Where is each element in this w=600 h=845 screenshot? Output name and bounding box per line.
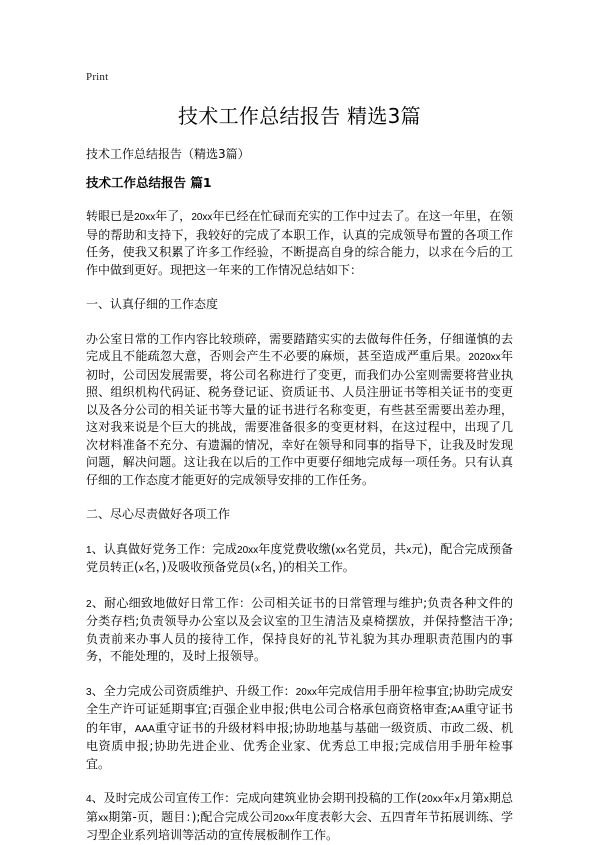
document-section-heading: 技术工作总结报告 篇1 xyxy=(86,175,212,190)
paragraph-list xyxy=(86,208,513,845)
document-subtitle: 技术工作总结报告（精选3篇） xyxy=(86,147,250,161)
paragraph-item-1: 1、认真做好党务工作：完成20xx年度党费收缴(xx名党员，共x元)，配合完成预备党员转正(x名，)及吸收预备党员(x名，)的相关工作。 xyxy=(86,541,513,574)
paragraph-section-1-body: 办公室日常的工作内容比较琐碎，需要踏踏实实的去做每件任务，仔细谨慎的去完成且不能疏忽大意，否则会产生不必要的麻烦，甚至造成严重后果。2020xx年初时，公司因发展需要，将公司名称进行了变更，而我们办公室则需要将营业执照、组织机构代码证、税务登记证、资质证书、人员注册证书等相关证书的变更以及各分公司的相关证书等大量的证书进行名称变更，有些甚至需要出差办理，这对我来说是个巨大的挑战，需要准备很多的变更材料，在这过程中，出现了几次材料准备不充分、有遗漏的情况，幸好在领导和同事的指导下，让我及时发现问题，解决问题。这让我在以后的工作中更要仔细地完成每一项任务。只有认真仔细的工作态度才能更好的完成领导安排的工作任务。 xyxy=(86,331,513,487)
page-title: 技术工作总结报告 精选3篇 xyxy=(178,104,421,128)
paragraph-section-1: 一、认真仔细的工作态度 xyxy=(86,297,219,311)
paragraph-item-3: 3、全力完成公司资质维护、升级工作：20xx年完成信用手册年检事宜;协助完成安全生产许可证延期事宜;百强企业申报;供电公司合格承包商资格审查;AA重守证书的年审，AAA重守证书的升级材料申报;协助地基与基础一级资质、市政二级、机电资质申报;协助先进企业、优秀企业家、优秀总工申报;完成信用手册年检事宜。 xyxy=(86,683,513,771)
paragraph-section-2: 二、尽心尽责做好各项工作 xyxy=(86,507,231,521)
paragraph-intro: 转眼已是20xx年了，20xx年已经在忙碌而充实的工作中过去了。在这一年里，在领导的帮助和支持下，我较好的完成了本职工作，认真的完成领导布置的各项工作任务，使我又积累了许多工作经验，不断提高自身的综合能力，以求在今后的工作中做到更好。现把这一年来的工作情况总结如下： xyxy=(86,209,513,277)
document-content xyxy=(86,0,513,845)
paragraph-item-2: 2、耐心细致地做好日常工作：公司相关证书的日常管理与维护;负责各种文件的分类存档;负责领导办公室以及会议室的卫生清洁及桌椅摆放，并保持整洁干净;负责前来办事人员的接待工作，保持良好的礼节礼貌为其办理职责范围内的事务，不能处理的，及时上报领导。 xyxy=(86,595,513,663)
paragraph-item-4: 4、及时完成公司宣传工作：完成向建筑业协会期刊投稿的工作(20xx年x月第x期总第xx期第-页，题目：);配合完成公司20xx年度表彰大会、五四青年节拓展训练、学习型企业系列培训等活动的宣传展板制作工作。 xyxy=(86,791,513,842)
print-link[interactable]: Print xyxy=(86,71,109,83)
